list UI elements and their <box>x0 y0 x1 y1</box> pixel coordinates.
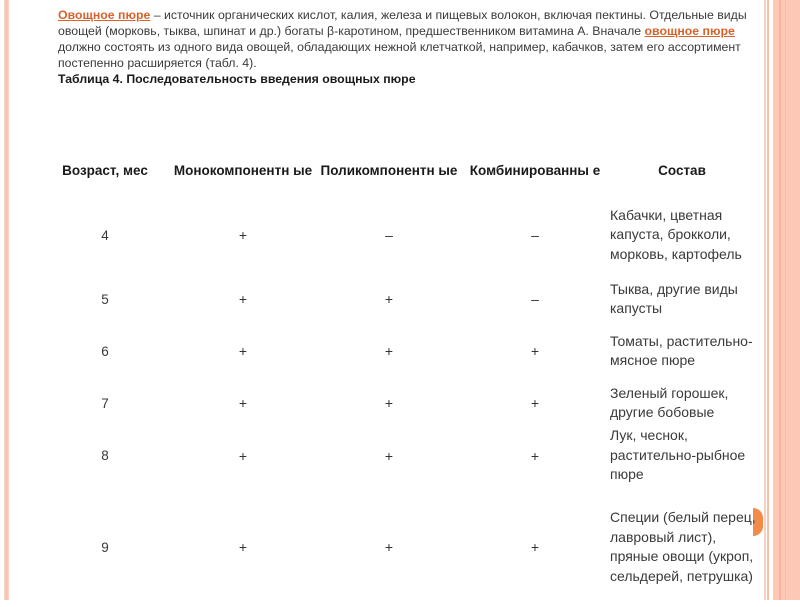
intro-text-2: должно состоять из одного вида овощей, обладающих нежной клетчаткой, например, кабачков, затем его ассортимент постепенно расширяется (табл. 4). <box>58 40 741 70</box>
cell-age: 7 <box>101 395 109 411</box>
table-row <box>40 424 756 487</box>
cell-combined: – <box>531 291 539 307</box>
stripe <box>779 0 781 600</box>
cell-combined: + <box>530 343 540 359</box>
header-composition: Состав <box>658 162 706 178</box>
stripe <box>773 0 800 600</box>
table-row <box>40 382 756 424</box>
cell-poly: + <box>384 343 394 359</box>
cell-poly: + <box>384 395 394 411</box>
cell-mono: + <box>238 447 248 464</box>
cell-composition: Кабачки, цветная капуста, брокколи, морковь, картофель <box>610 206 742 262</box>
cell-composition: Лук, чеснок, растительно-рыбное пюре <box>610 427 746 483</box>
puree-table <box>40 148 756 607</box>
cell-mono: + <box>238 227 248 243</box>
header-combined: Комбинированны е <box>469 162 601 178</box>
stripe <box>764 0 766 600</box>
cell-age: 6 <box>101 343 109 359</box>
cell-age: 5 <box>101 291 109 307</box>
cell-combined: + <box>530 395 540 411</box>
intro-text-1: – источник органических кислот, калия, железа и пищевых волокон, включая пектины. Отдельные виды овощей (морковь, тыква, шпинат и др.) богаты β-каротином, предшественником витамина А. Вначале <box>58 8 747 38</box>
table-caption: Таблица 4. Последовательность введения овощных пюре <box>58 72 416 86</box>
header-poly: Поликомпонентн ые <box>320 162 458 178</box>
table-row <box>40 278 756 320</box>
cell-poly: + <box>384 447 394 464</box>
cell-composition: Томаты, растительно-мясное пюре <box>610 332 753 368</box>
cell-poly: + <box>384 539 394 555</box>
cell-composition: Специи (белый перец, лавровый лист), пряные овощи (укроп, сельдерей, петрушка) <box>610 509 756 584</box>
term-link-1[interactable]: Овощное пюре <box>58 8 151 22</box>
table-header-row <box>40 148 756 192</box>
cell-age: 4 <box>101 227 109 243</box>
cell-mono: + <box>238 395 248 411</box>
cell-poly: – <box>385 227 393 243</box>
cell-mono: + <box>238 291 248 307</box>
stripe <box>785 0 786 600</box>
table-row <box>40 487 756 607</box>
intro-paragraph <box>58 7 758 87</box>
cell-age: 8 <box>101 448 109 463</box>
header-mono: Монокомпонентн ые <box>173 162 313 178</box>
header-age: Возраст, мес <box>62 162 148 178</box>
cell-mono: + <box>238 343 248 359</box>
right-decorative-band <box>764 0 800 600</box>
cell-combined: – <box>531 227 539 243</box>
cell-composition: Зеленый горошек, другие бобовые <box>610 384 729 420</box>
left-decorative-stripe <box>4 0 9 600</box>
cell-combined: + <box>530 447 540 464</box>
cell-poly: + <box>384 291 394 307</box>
cell-mono: + <box>238 539 248 555</box>
cell-age: 9 <box>101 539 109 555</box>
cell-composition: Тыква, другие виды капусты <box>610 280 738 316</box>
table-row <box>40 192 756 278</box>
cell-combined: + <box>530 539 540 555</box>
table-row <box>40 320 756 382</box>
stripe <box>767 0 769 600</box>
term-link-2[interactable]: овощное пюре <box>644 24 735 38</box>
